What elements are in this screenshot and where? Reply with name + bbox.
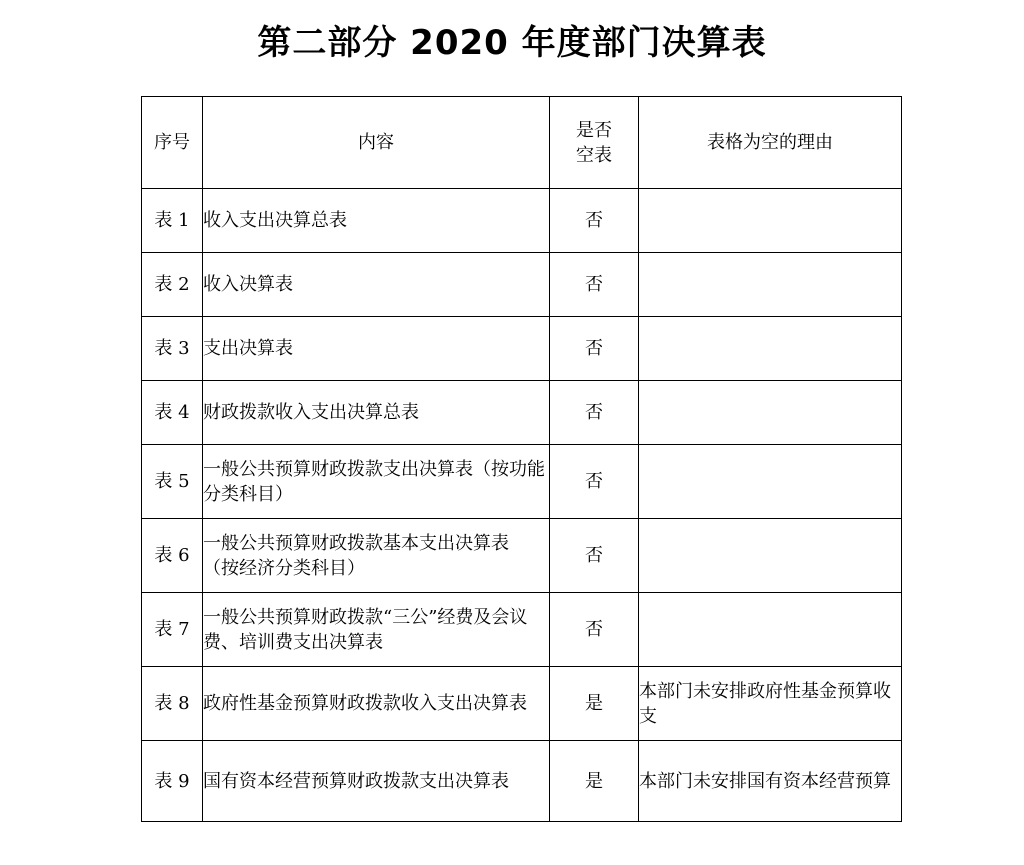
row-content: 收入支出决算总表 (203, 189, 550, 253)
row-is-empty: 否 (550, 317, 639, 381)
row-is-empty: 否 (550, 381, 639, 445)
row-is-empty: 否 (550, 445, 639, 519)
row-content: 收入决算表 (203, 253, 550, 317)
row-reason (639, 381, 902, 445)
row-seq: 表 9 (142, 741, 203, 822)
header-is-empty-line2: 空表 (576, 144, 612, 166)
row-seq: 表 1 (142, 189, 203, 253)
table-row (142, 593, 902, 667)
row-seq: 表 8 (142, 667, 203, 741)
row-seq: 表 7 (142, 593, 203, 667)
row-content: 支出决算表 (203, 317, 550, 381)
table-row (142, 189, 902, 253)
row-content: 一般公共预算财政拨款基本支出决算表 （按经济分类科目） (203, 519, 550, 593)
table-row (142, 741, 902, 822)
row-content: 财政拨款收入支出决算总表 (203, 381, 550, 445)
row-is-empty: 否 (550, 253, 639, 317)
table-row (142, 381, 902, 445)
row-reason: 本部门未安排国有资本经营预算 (639, 741, 902, 822)
final-accounts-table (141, 96, 902, 822)
header-seq: 序号 (142, 97, 203, 189)
row-is-empty: 是 (550, 667, 639, 741)
row-seq: 表 2 (142, 253, 203, 317)
header-content: 内容 (203, 97, 550, 189)
row-content: 一般公共预算财政拨款支出决算表（按功能分类科目） (203, 445, 550, 519)
table-row (142, 667, 902, 741)
table-header-row (142, 97, 902, 189)
row-reason (639, 253, 902, 317)
row-is-empty: 是 (550, 741, 639, 822)
page-title: 第二部分 2020 年度部门决算表 (257, 23, 767, 63)
table-row (142, 445, 902, 519)
header-is-empty (550, 97, 639, 189)
row-seq: 表 4 (142, 381, 203, 445)
row-seq: 表 5 (142, 445, 203, 519)
row-reason: 本部门未安排政府性基金预算收支 (639, 667, 902, 741)
row-reason (639, 519, 902, 593)
table-row (142, 317, 902, 381)
row-reason (639, 445, 902, 519)
header-is-empty-line1: 是否 (576, 119, 612, 141)
row-reason (639, 593, 902, 667)
row-is-empty: 否 (550, 593, 639, 667)
row-content: 一般公共预算财政拨款“三公”经费及会议费、培训费支出决算表 (203, 593, 550, 667)
row-is-empty: 否 (550, 519, 639, 593)
row-reason (639, 317, 902, 381)
row-content: 国有资本经营预算财政拨款支出决算表 (203, 741, 550, 822)
row-seq: 表 6 (142, 519, 203, 593)
row-seq: 表 3 (142, 317, 203, 381)
row-reason (639, 189, 902, 253)
row-is-empty: 否 (550, 189, 639, 253)
table-row (142, 519, 902, 593)
table-row (142, 253, 902, 317)
header-reason: 表格为空的理由 (639, 97, 902, 189)
row-content: 政府性基金预算财政拨款收入支出决算表 (203, 667, 550, 741)
